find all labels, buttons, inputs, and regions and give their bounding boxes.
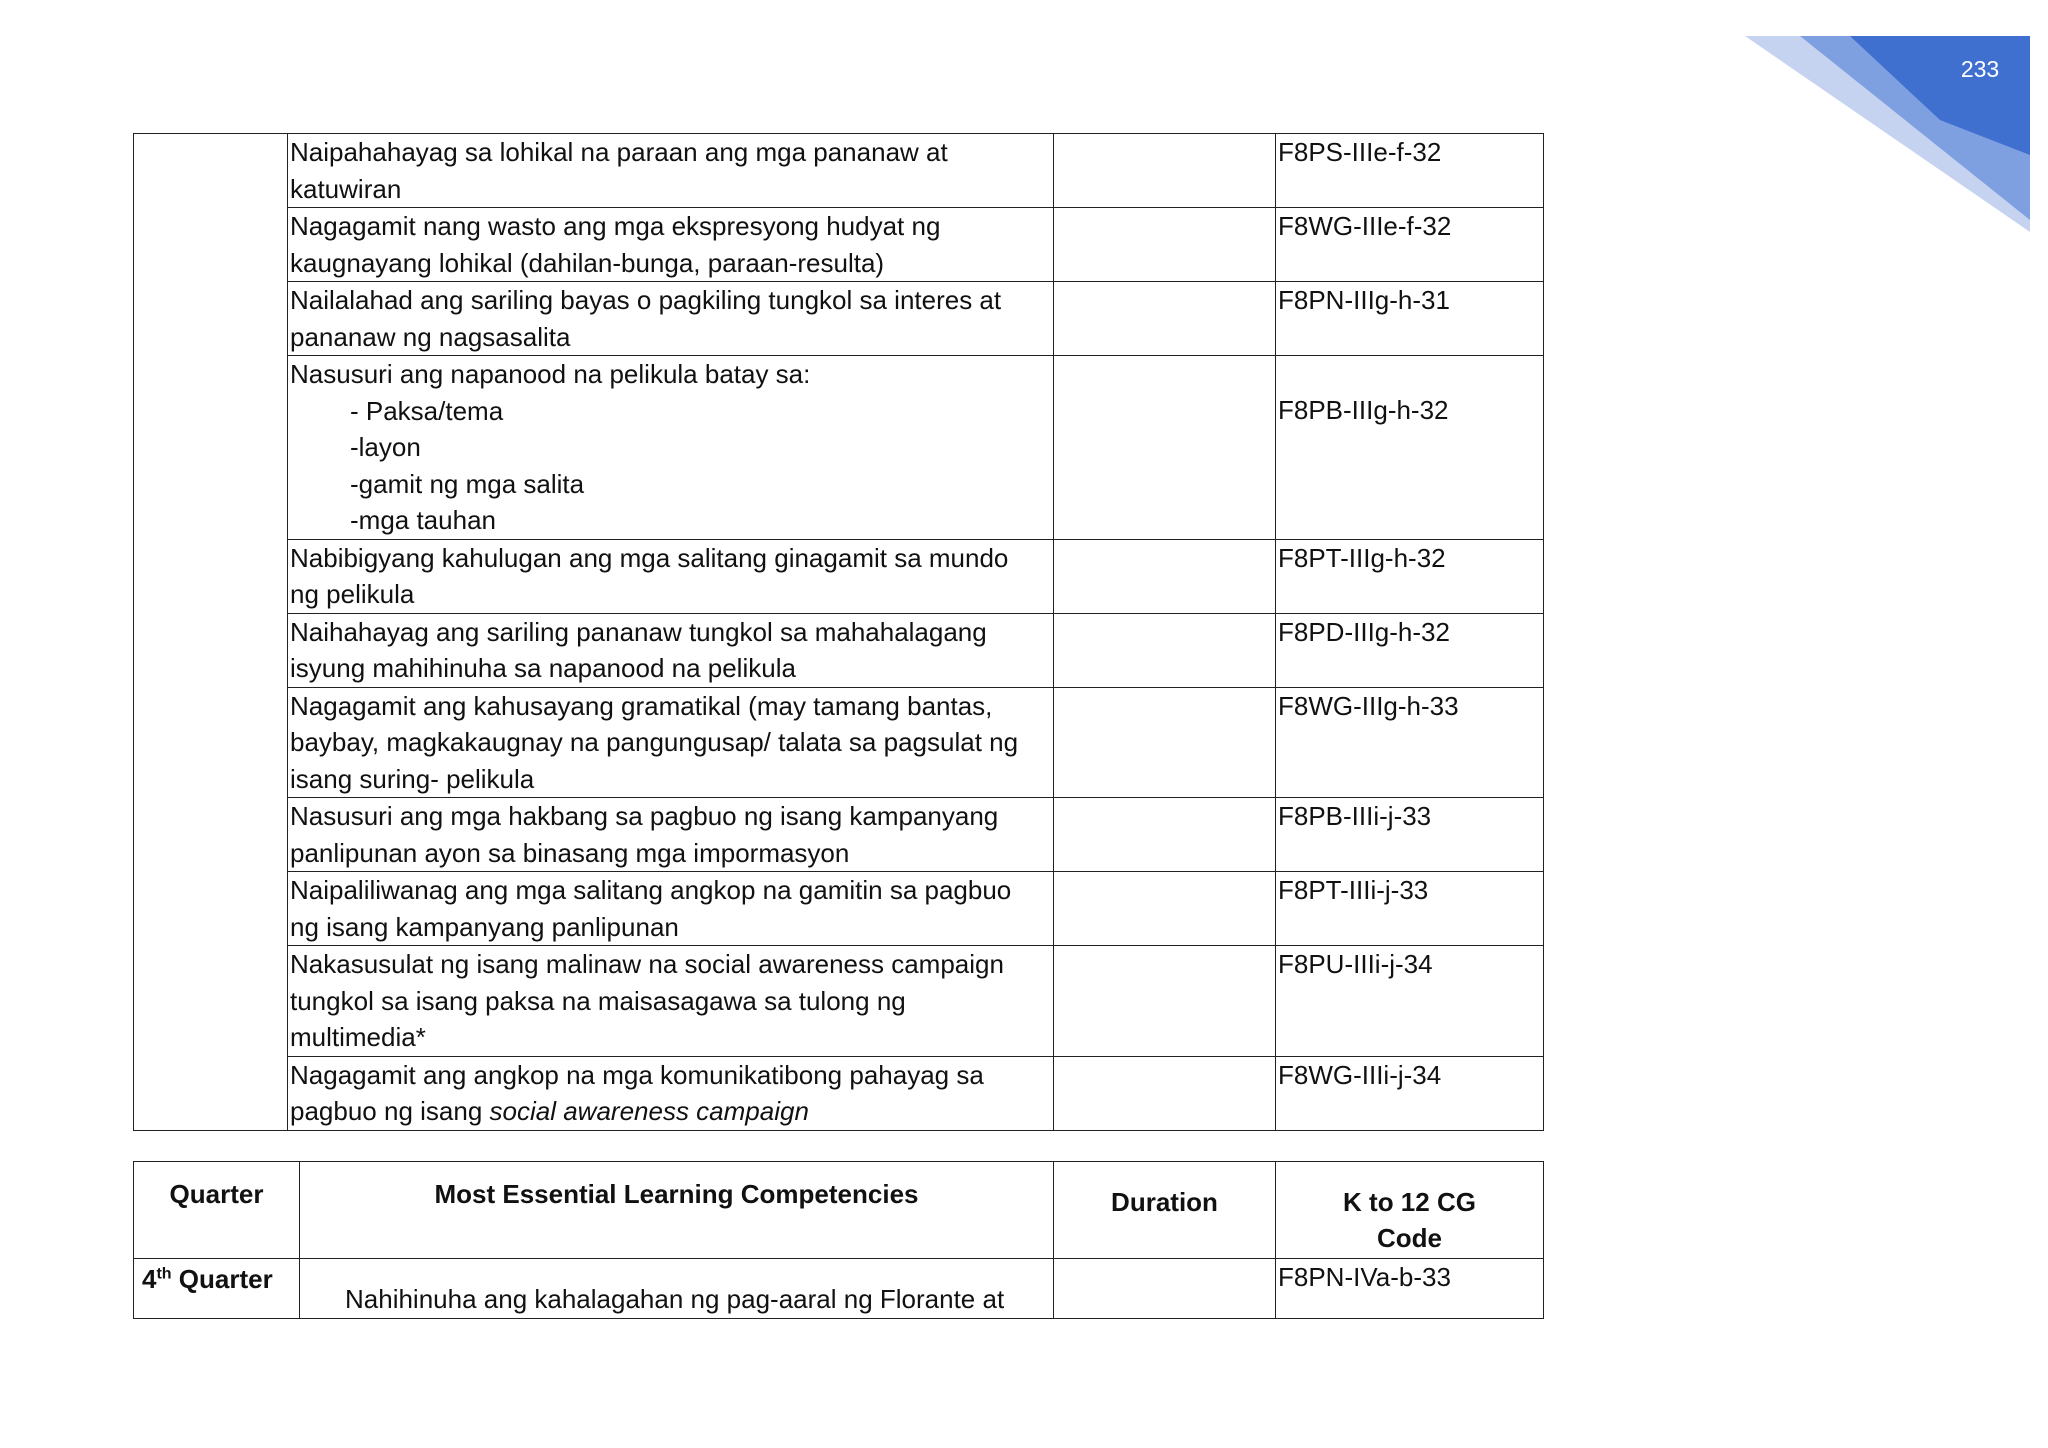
competency-line: katuwiran [290,173,402,204]
header-competencies: Most Essential Learning Competencies [300,1162,1054,1259]
duration-cell [1054,1056,1276,1130]
duration-cell [1054,872,1276,946]
competency-line: tungkol sa isang paksa na maisasagawa sa tulong ng [290,985,906,1016]
competency-cell [288,356,1054,540]
competency-line [290,1093,1053,1130]
table-row [134,946,1544,1057]
code-text: F8PB-IIIg-h-32 [1278,395,1449,425]
competency-cell [288,687,1054,798]
competency-subline: - Paksa/tema [350,395,504,426]
code-cell: F8PN-IVa-b-33 [1276,1259,1544,1319]
header-quarter: Quarter [134,1162,300,1259]
duration-cell [1054,798,1276,872]
competency-line: Nasusuri ang napanood na pelikula batay sa: [290,359,811,389]
competency-italic-text: social awareness campaign [489,1096,809,1126]
table-row [134,687,1544,798]
competency-line: Naipaliliwanag ang mga salitang angkop na gamitin sa pagbuo [290,875,1012,905]
header-code [1276,1162,1544,1259]
competency-subline: -gamit ng mga salita [350,468,585,499]
code-cell: F8PD-IIIg-h-32 [1276,613,1544,687]
competency-line: Nagagamit ang kahusayang gramatikal (may tamang bantas, [290,690,993,721]
table-row [134,282,1544,356]
duration-cell [1054,687,1276,798]
page-number: 233 [1960,56,2000,82]
code-cell: F8PN-IIIg-h-31 [1276,282,1544,356]
duration-cell [1054,946,1276,1057]
header-row [134,1162,1544,1259]
table-row [134,1056,1544,1130]
duration-cell [1054,356,1276,540]
header-code-line: Code [1377,1223,1442,1253]
code-cell: F8PT-IIIg-h-32 [1276,539,1544,613]
competency-cell [288,282,1054,356]
competency-line: Nagagamit ang angkop na mga komunikatibong pahayag sa [290,1059,984,1090]
competency-subline: -mga tauhan [350,505,496,535]
competency-cell [288,613,1054,687]
duration-cell [1054,539,1276,613]
competency-line: Naipahahayag sa lohikal na paraan ang mga pananaw at [290,137,948,167]
table-row [134,613,1544,687]
table-row [134,208,1544,282]
competency-line: panlipunan ayon sa binasang mga impormasyon [290,837,850,868]
table-row [134,872,1544,946]
code-cell [1276,356,1544,540]
header-code-line: K to 12 CG [1343,1187,1476,1217]
quarter-cell [134,1259,300,1319]
competency-line: Nagagamit nang wasto ang mga ekspresyong hudyat ng [290,211,941,241]
code-cell: F8PT-IIIi-j-33 [1276,872,1544,946]
code-cell: F8WG-IIIi-j-34 [1276,1056,1544,1130]
melc-table [133,1161,1544,1319]
competency-line: pananaw ng nagsasalita [290,321,571,352]
competency-line: ng pelikula [290,579,415,609]
code-cell: F8PB-IIIi-j-33 [1276,798,1544,872]
duration-cell [1054,208,1276,282]
competency-cell [288,134,1054,208]
code-cell: F8PS-IIIe-f-32 [1276,134,1544,208]
competency-text: pagbuo ng isang [290,1096,490,1126]
duration-cell [1054,282,1276,356]
code-cell: F8PU-IIIi-j-34 [1276,946,1544,1057]
competency-table-continued [133,133,1544,1131]
header-duration: Duration [1054,1162,1276,1259]
competency-cell: Nahihinuha ang kahalagahan ng pag-aaral ng Florante at [300,1259,1054,1319]
code-cell: F8WG-IIIe-f-32 [1276,208,1544,282]
competency-line: Nakasusulat ng isang malinaw na social awareness campaign [290,949,1004,979]
competency-subline: -layon [350,432,421,462]
table-row [134,356,1544,540]
competency-line: isyung mahihinuha sa napanood na pelikula [290,653,796,683]
duration-cell [1054,613,1276,687]
duration-cell [1054,1259,1276,1319]
competency-cell [288,798,1054,872]
competency-line: Nasusuri ang mga hakbang sa pagbuo ng isang kampanyang [290,801,999,831]
quarter-cell-blank [134,134,288,1131]
table-row [134,1259,1544,1319]
quarter-word: Quarter [171,1264,273,1294]
duration-cell [1054,134,1276,208]
competency-line: Nabibigyang kahulugan ang mga salitang ginagamit sa mundo [290,542,1009,573]
quarter-suffix: th [156,1265,172,1283]
competency-cell [288,1056,1054,1130]
competency-line: baybay, magkakaugnay na pangungusap/ talata sa pagsulat ng [290,727,1019,757]
competency-cell [288,539,1054,613]
competency-line: Nailalahad ang sariling bayas o pagkiling tungkol sa interes at [290,285,1002,315]
table-row [134,539,1544,613]
table-row [134,134,1544,208]
competency-line: isang suring- pelikula [290,763,535,794]
competency-line: ng isang kampanyang panlipunan [290,911,679,942]
competency-cell [288,872,1054,946]
competency-line: Naihahayag ang sariling pananaw tungkol sa mahahalagang [290,616,987,647]
competency-line: kaugnayang lohikal (dahilan-bunga, paraan-resulta) [290,247,885,278]
quarter-number: 4 [142,1264,157,1294]
competency-line: multimedia* [290,1022,426,1052]
competency-cell [288,946,1054,1057]
code-cell: F8WG-IIIg-h-33 [1276,687,1544,798]
competency-cell [288,208,1054,282]
table-row [134,798,1544,872]
